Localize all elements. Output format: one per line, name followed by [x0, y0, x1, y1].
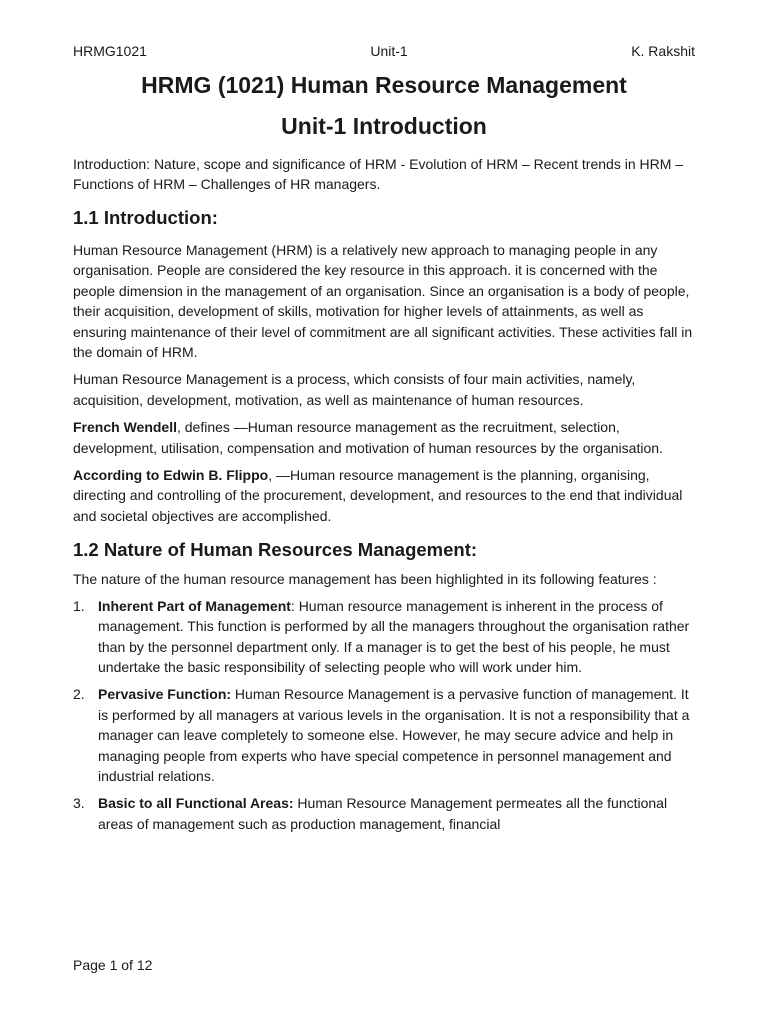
document-subtitle: Unit-1 Introduction: [281, 113, 487, 139]
running-header: [73, 42, 695, 60]
header-unit: Unit-1: [370, 43, 408, 59]
list-item-number: 2.: [73, 686, 85, 703]
page-number: Page 1 of 12: [73, 957, 153, 973]
definition-text-flippo: , —Human resource management is the planning, organising, directing and controlling of the procurement, development, and resources to the end that individual and societal objectives are accomplished.: [73, 467, 683, 524]
list-item-number: 1.: [73, 597, 85, 614]
header-course-code: HRMG1021: [73, 43, 147, 59]
section-1-paragraph-2: Human Resource Management is a process, which consists of four main activities, namely, acquisition, development, motivation, as well as maintenance of human resources.: [73, 371, 636, 408]
list-item: [73, 684, 695, 786]
list-item-title: Inherent Part of Management: [98, 597, 291, 614]
list-item-text: : Human resource management is inherent in the process of management. This function is performed by all the managers throughout the organisation rather than by the personnel department only. If a manager is to get the best of his people, he must undertake the basic responsibility of selecting people who will work under him.: [98, 597, 690, 675]
list-item: [73, 793, 695, 834]
definition-text-wendell: , defines —Human resource management as the recruitment, selection, development, utilisation, compensation and motivation of human resources by the organisation.: [73, 419, 663, 456]
section-1-paragraph-3: [73, 417, 695, 458]
unit-overview: Introduction: Nature, scope and significance of HRM - Evolution of HRM – Recent trends in HRM – Functions of HRM – Challenges of HR managers.: [73, 156, 684, 192]
definition-author-flippo: According to Edwin B. Flippo: [73, 467, 269, 484]
section-1-paragraph-1: Human Resource Management (HRM) is a relatively new approach to managing people in any organisation. People are considered the key resource in this approach. it is concerned with the people dimension in the management of an organisation. Since an organisation is a body of people, their acquisition, development of skills, motivation for higher levels of attainments, as well as ensuring maintenance of their level of commitment are all significant activities. These activities fall in the domain of HRM.: [73, 242, 693, 361]
document-title: HRMG (1021) Human Resource Management: [141, 72, 627, 98]
section-2-lead: The nature of the human resource management has been highlighted in its following features :: [73, 571, 657, 588]
list-item-title: Pervasive Function:: [98, 686, 232, 703]
features-list: [73, 596, 695, 834]
list-item-title: Basic to all Functional Areas:: [98, 795, 294, 812]
section-1-heading: 1.1 Introduction:: [73, 207, 218, 228]
document-body: [73, 70, 695, 834]
section-2-heading: 1.2 Nature of Human Resources Management:: [73, 539, 478, 561]
list-item: [73, 596, 695, 678]
list-item-number: 3.: [73, 795, 85, 812]
list-item-text: Human Resource Management permeates all the functional areas of management such as production management, financial: [98, 795, 668, 832]
definition-author-wendell: French Wendell: [73, 419, 177, 436]
header-author: K. Rakshit: [631, 43, 695, 59]
section-1-paragraph-4: [73, 465, 695, 526]
list-item-text: Human Resource Management is a pervasive function of management. It is performed by all managers at various levels in the organisation. It is not a responsibility that a manager can leave completely to someone else. However, he may secure advice and help in managing people from experts who have special competence in personnel management and industrial relations.: [98, 686, 690, 784]
